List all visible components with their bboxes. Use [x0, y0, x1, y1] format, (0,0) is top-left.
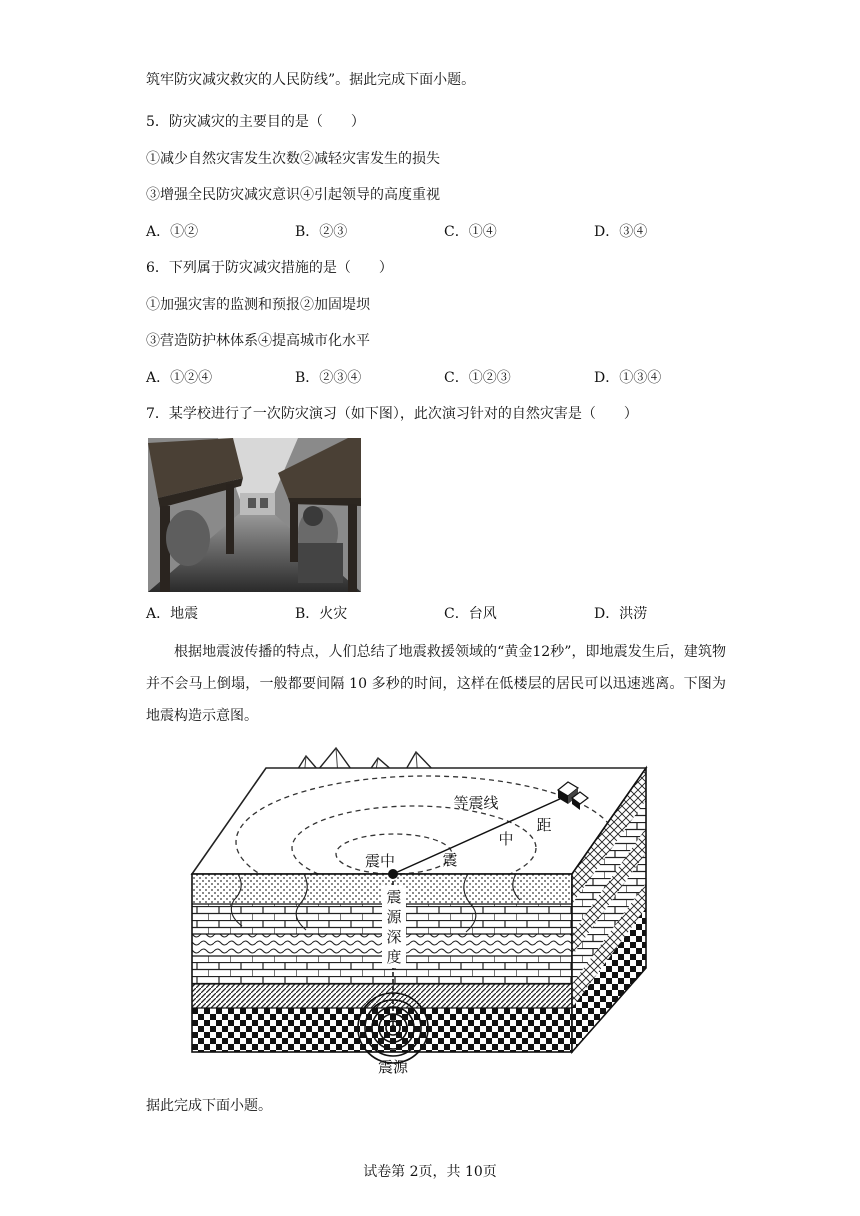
q7-option-b[interactable]: B．火灾: [295, 606, 348, 622]
q5-option-d[interactable]: D．③④: [594, 224, 648, 240]
isoseismal-label: 等震线: [453, 794, 499, 812]
distance-char-3: 距: [536, 816, 552, 834]
depth-char-2: 源: [386, 908, 402, 926]
earthquake-drill-photo: [148, 438, 361, 592]
focus-label: 震源: [377, 1058, 409, 1076]
q6-option-d[interactable]: D．①③④: [594, 370, 662, 386]
distance-char-1: 震: [442, 851, 458, 869]
q5-option-b[interactable]: B．②③: [295, 224, 348, 240]
q5-option-a[interactable]: A．①②: [146, 224, 199, 240]
distance-char-2: 中: [498, 830, 514, 848]
q5-stem: 5．防灾减灾的主要目的是（ ）: [146, 114, 365, 130]
page-footer: 试卷第 2页，共 10页: [363, 1164, 497, 1180]
q5-statement-2: ③增强全民防灾减灾意识④引起领导的高度重视: [146, 187, 440, 203]
q5-option-c[interactable]: C．①④: [444, 224, 497, 240]
q6-option-c[interactable]: C．①②③: [444, 370, 511, 386]
q7-option-d[interactable]: D．洪涝: [594, 606, 648, 622]
q6-option-a[interactable]: A．①②④: [146, 370, 213, 386]
q6-option-b[interactable]: B．②③④: [295, 370, 362, 386]
depth-char-1: 震: [386, 888, 402, 906]
q5-statement-1: ①减少自然灾害发生次数②减轻灾害发生的损失: [146, 151, 440, 167]
after-diagram-text: 据此完成下面小题。: [146, 1098, 272, 1114]
passage-text: 根据地震波传播的特点，人们总结了地震救援领域的“黄金12秒”，即地震发生后，建筑物并不会马上倒塌，一般都要间隔 10 多秒的时间，这样在低楼层的居民可以迅速逃离。下图为地震构造示意图。: [146, 644, 726, 724]
q7-option-a[interactable]: A．地震: [146, 606, 199, 622]
q7-stem: 7．某学校进行了一次防灾演习（如下图），此次演习针对的自然灾害是（ ）: [146, 406, 638, 422]
depth-char-3: 深: [386, 928, 402, 946]
q6-statement-1: ①加强灾害的监测和预报②加固堤坝: [146, 297, 370, 313]
q5-options: [146, 221, 706, 241]
epicenter-label: 震中: [364, 852, 396, 870]
q7-options: [146, 603, 706, 623]
q6-options: [146, 367, 706, 387]
earthquake-structure-diagram: [186, 738, 662, 1078]
depth-char-4: 度: [386, 948, 402, 966]
q6-statement-2: ③营造防护林体系④提高城市化水平: [146, 333, 370, 349]
intro-tail-text: 筑牢防灾减灾救灾的人民防线”。据此完成下面小题。: [146, 72, 476, 88]
q6-stem: 6．下列属于防灾减灾措施的是（ ）: [146, 260, 393, 276]
q7-option-c[interactable]: C．台风: [444, 606, 497, 622]
